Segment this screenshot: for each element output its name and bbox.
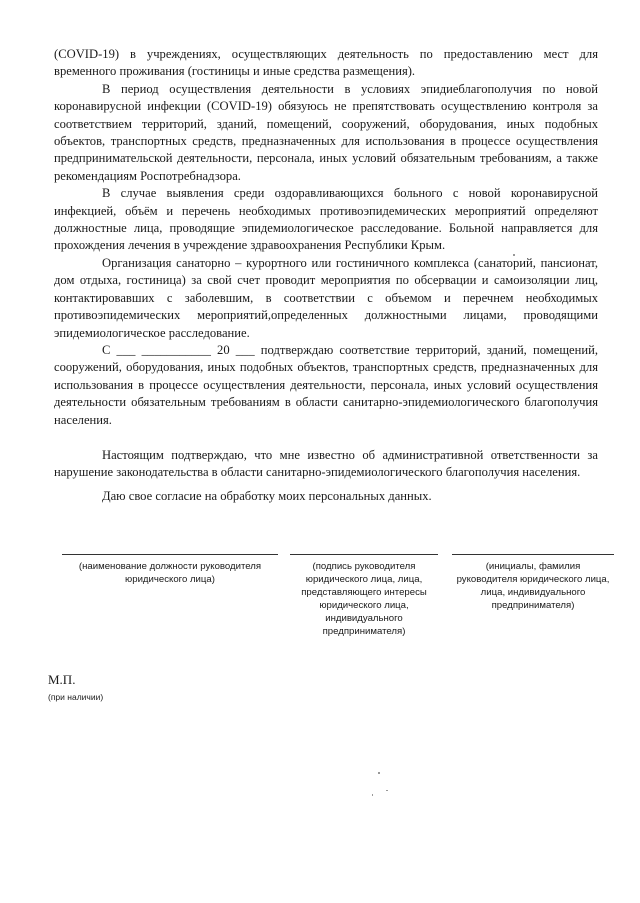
paragraph-control-obligation: В период осуществления деятельности в условиях эпидиеблагополучия по новой коронавирусной инфекции (COVID-19) обязуюсь не препятствовать осуществлению контроля за соответствием территорий, зданий, помещений, сооружений, оборудования, иных подобных объектов, транспортных средств, предназначенных для использования в процессе осуществления предпринимательской деятельности, персонала, иных условий обязательным требованиям, а также рекомендациям Роспотребнадзора. xyxy=(54,81,598,183)
caption-position: (наименование должности руководителя юридического лица) xyxy=(78,561,262,585)
paragraph-compliance-date: С ___ ___________ 20 ___ подтверждаю соответствие территорий, зданий, помещений, сооружений, оборудования, иных подобных объектов, транспортных средств, предназначенных для использования в процессе осуществления деятельности, персонала, иных условий осуществления деятельности обязательным требованиям в области санитарно-эпидемиологического благополучия населения. xyxy=(54,342,598,427)
signature-line-name xyxy=(452,554,614,555)
paragraph-observation: Организация санаторно – курортного или гостиничного комплекса (санаторий, пансионат, дом отдыха, гостиница) за свой счет проводит мероприятия по обсервации и самоизоляции лиц, контактировавших с заболевшим, в соответствии с объемом и перечнем необходимых противоэпидемических мероприятий,определенных должностными лицами, проводящими эпидемиологическое расследование. xyxy=(54,255,598,340)
caption-signature: (подпись руководителя юридического лица, лица, представляющего интересы юридического лица, индивидуального предпринимателя) xyxy=(301,561,427,637)
paragraph-consent: Даю свое согласие на обработку моих персональных данных. xyxy=(102,488,432,503)
signature-line-signature xyxy=(290,554,438,555)
scan-speck xyxy=(378,772,380,774)
stamp-note: (при наличии) xyxy=(48,692,104,702)
scan-speck xyxy=(513,254,515,256)
paragraph-continuation: (COVID-19) в учреждениях, осуществляющих деятельность по предоставлению мест для временного проживания (гостиницы и иные средства размещения). xyxy=(54,47,598,79)
caption-name: (инициалы, фамилия руководителя юридического лица, лица, индивидуального предпринимателя) xyxy=(456,561,610,611)
stamp-label: М.П. xyxy=(48,672,76,687)
scan-speck xyxy=(372,794,373,796)
paragraph-responsibility: Настоящим подтверждаю, что мне известно об административной ответственности за нарушение законодательства в области санитарно-эпидемиологического благополучия населения. xyxy=(54,447,598,480)
paragraph-patient-detection: В случае выявления среди оздоравливающихся больного с новой коронавирусной инфекцией, объём и перечень необходимых противоэпидемических мероприятий определяют должностные лица, проводящие эпидемиологическое расследование. Больной направляется для прохождения лечения в учреждение здравоохранения Республики Крым. xyxy=(54,186,598,253)
signature-line-position xyxy=(62,554,278,555)
document-body xyxy=(54,46,598,505)
scan-speck xyxy=(386,790,388,791)
